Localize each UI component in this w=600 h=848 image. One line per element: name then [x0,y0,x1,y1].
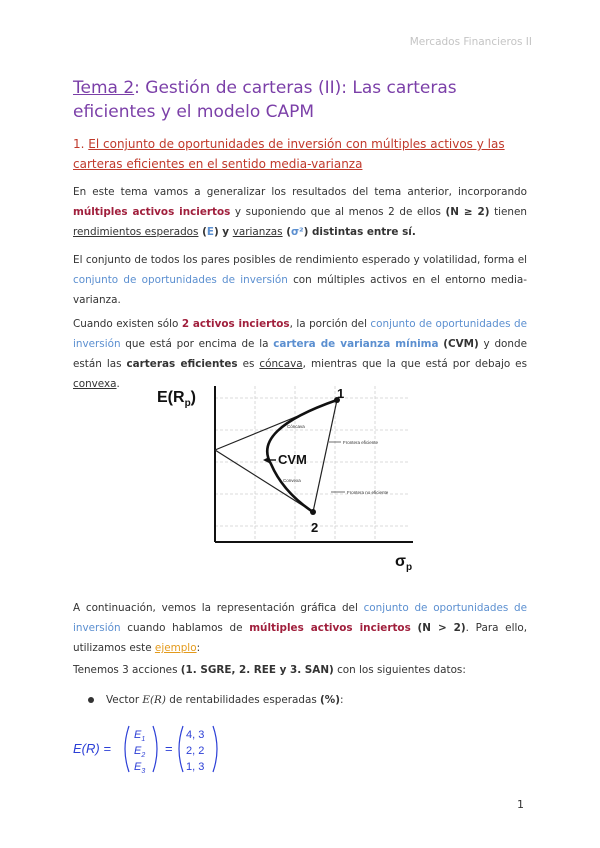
p3-cartera: cartera de varianza mínima [273,338,439,350]
p1-n: (N ≥ 2) [445,206,490,218]
bullet-er: E(R) [142,694,166,706]
p1-text: ) y [213,226,233,238]
p4-text: : [196,642,201,654]
paragraph-4 [73,598,527,658]
p3-activos: 2 activos inciertos [181,318,290,330]
p3-text: . [116,378,120,390]
p3-text: Cuando existen sólo [73,318,182,330]
section-number: 1. [73,137,85,151]
p1-text: En este tema vamos a generalizar los resultados del tema anterior, incorporando [73,186,527,198]
paren-right-2 [213,726,217,772]
page-number: 1 [517,798,524,811]
paragraph-1 [73,182,527,242]
bullet-text: : [339,694,344,706]
p1-rendimientos: rendimientos esperados [73,226,199,238]
p3-text: , la porción del [289,318,371,330]
eq-n2: 2, 2 [186,745,205,757]
point-2 [310,509,316,515]
eq-e1: $E_1$ [134,729,146,743]
p5-text: Tenemos 3 acciones [73,664,181,676]
p3-concava: cóncava [259,358,303,370]
p3-text: que está por encima de la [120,338,274,350]
convexa-label: Convexa [283,478,301,483]
page-title [73,76,543,124]
efficient-frontier-figure [155,378,440,572]
title-tema: Tema 2 [73,78,135,98]
section-text: El conjunto de oportunidades de inversión con múltiples activos y las carteras eficientes en el sentido media-varianza [73,137,505,171]
p1-multiples: múltiples activos inciertos [73,206,231,218]
x-axis-label: $\sigma_p$ [395,553,413,572]
bullet-text: de rentabilidades esperadas [165,694,321,706]
paragraph-5 [73,660,527,680]
concava-label: Cóncava [287,424,305,429]
bullet-text: Vector [106,694,143,706]
p3-conjunto: conjunto de oportunidades de inversión [73,318,528,350]
bullet-pct: (%) [320,694,340,706]
eq-lhs: E(R) = [73,741,111,756]
p1-text: ( [198,226,207,238]
p3-text: es [237,358,260,370]
bullet-vector [88,694,343,706]
expected-return-equation [73,722,253,776]
point-2-label: 2 [311,520,319,535]
p4-text: A continuación, vemos la representación gráfica del [73,602,364,614]
p1-text: y suponiendo que al menos 2 de ellos [230,206,446,218]
line-1-2 [313,400,337,512]
p4-multiples: múltiples activos inciertos [249,622,411,634]
p1-e: E [206,226,214,238]
p1-varianzas: varianzas [232,226,283,238]
p4-n: (N > 2) [417,622,466,634]
p1-text: ( [282,226,291,238]
p3-eficientes: carteras eficientes [126,358,238,370]
p4-conjunto: conjunto de oportunidades de inversión [73,602,528,634]
header-course: Mercados Financieros II [409,36,532,48]
p4-text: . Para ello, utilizamos este [73,622,527,654]
p5-acciones: (1. SGRE, 2. REE y 3. SAN) [180,664,334,676]
eq-equals: = [165,741,173,756]
p2-conjunto: conjunto de oportunidades de inversión [73,274,288,286]
frontera-eficiente-label: Frontera eficiente [343,440,379,445]
ejemplo-link[interactable]: ejemplo [154,642,197,654]
frontera-no-eficiente-label: Frontera no eficiente [347,490,389,495]
p4-text: cuando hablamos de [120,622,250,634]
cvm-label: CVM [278,452,307,467]
eq-e3: $E_3$ [134,761,146,775]
p3-text: y donde están las [73,338,527,370]
paren-right-1 [153,726,157,772]
paragraph-2 [73,250,527,310]
eq-n1: 4, 3 [186,729,205,741]
p1-text: tienen [489,206,527,218]
title-rest: : Gestión de carteras (II): Las carteras eficientes y el modelo CAPM [73,78,457,122]
p1-text: ) distintas entre sí. [303,226,416,238]
paren-left-2 [179,726,183,772]
p3-convexa: convexa [73,378,117,390]
y-axis-label: $E(R_p)$ [157,389,196,409]
eq-e2: $E_2$ [134,745,146,759]
p2-text: El conjunto de todos los pares posibles de rendimiento esperado y volatilidad, forma el [73,254,527,266]
p2-text: con múltiples activos en el entorno media-varianza. [73,274,527,306]
point-1-label: 1 [337,386,345,401]
eq-n3: 1, 3 [186,761,205,773]
bullet-dot [88,697,94,703]
p3-cvm: (CVM) [443,338,479,350]
p1-sigma: σ² [290,226,304,238]
section-heading [73,134,543,174]
p3-text: , mientras que la que está por debajo es [302,358,527,370]
paren-left-1 [125,726,129,772]
p5-text: con los siguientes datos: [333,664,466,676]
